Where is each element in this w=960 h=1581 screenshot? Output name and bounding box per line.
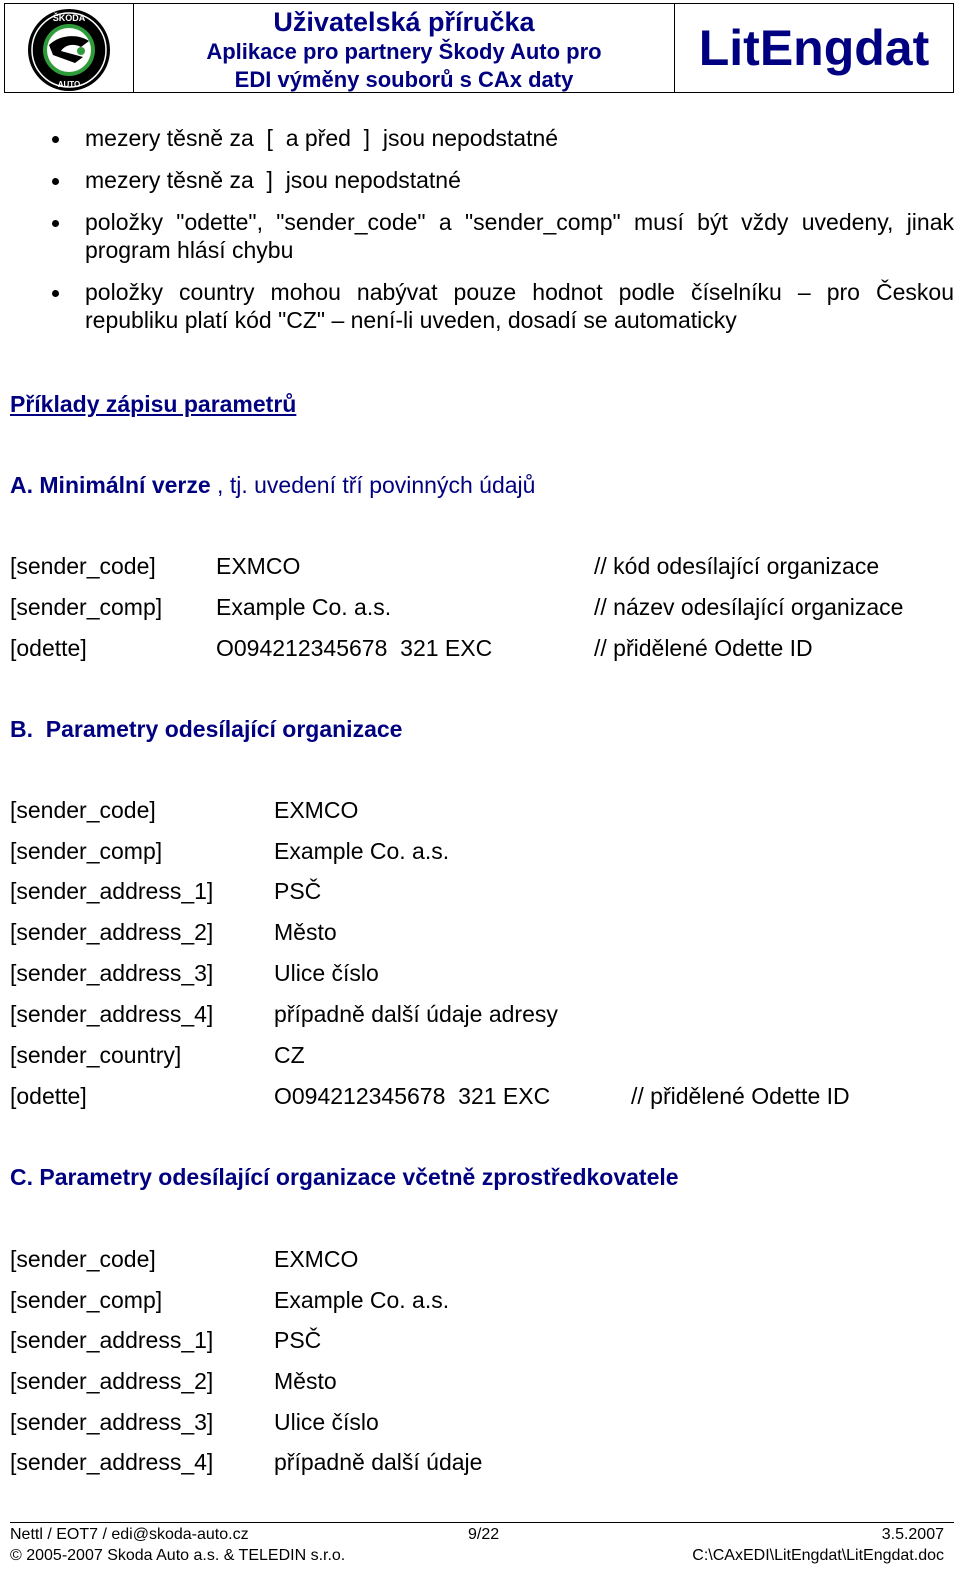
param-key: [sender_address_3] — [10, 960, 214, 986]
param-value: EXMCO — [274, 797, 359, 823]
section-c-heading: C. Parametry odesílající organizace včetně zprostředkovatele — [10, 1164, 679, 1190]
page-footer — [10, 1522, 954, 1565]
param-key: [sender_code] — [10, 1246, 156, 1272]
param-key: [odette] — [10, 1083, 87, 1109]
param-key: [sender_country] — [10, 1042, 182, 1068]
list-item — [10, 278, 954, 334]
param-value: O094212345678 321 EXC — [216, 635, 493, 661]
list-item-text: položky "odette", "sender_code" a "sender_comp" musí být vždy uvedeny, jinak program hlásí chybu — [85, 209, 954, 263]
logo-cell — [5, 4, 134, 92]
param-comment: // název odesílající organizace — [594, 594, 904, 620]
param-value: případně další údaje adresy — [274, 1001, 558, 1027]
footer-copyright: © 2005-2007 Skoda Auto a.s. & TELEDIN s.r.o. — [10, 1547, 346, 1564]
bullet-icon — [52, 178, 59, 185]
section-a-title: A. Minimální verze — [10, 472, 211, 498]
param-value: PSČ — [274, 1327, 322, 1353]
param-value: Město — [274, 1368, 337, 1394]
param-comment: // přidělené Odette ID — [594, 635, 813, 661]
param-key: [sender_comp] — [10, 594, 163, 620]
app-name: LitEngdat — [698, 20, 930, 76]
document-title: Uživatelská příručka — [273, 7, 535, 37]
logo-text-bottom: AUTO — [57, 80, 81, 89]
skoda-logo-icon — [25, 7, 113, 93]
param-key: [sender_comp] — [10, 1287, 163, 1313]
list-item — [10, 124, 954, 152]
param-key: [sender_address_2] — [10, 1368, 214, 1394]
param-value: Město — [274, 919, 337, 945]
footer-row — [10, 1523, 954, 1544]
section-a-heading — [10, 471, 535, 499]
param-key: [sender_address_4] — [10, 1449, 214, 1475]
param-key: [sender_code] — [10, 797, 156, 823]
title-cell — [134, 4, 675, 92]
rules-list — [10, 124, 954, 348]
section-b-heading: B. Parametry odesílající organizace — [10, 716, 403, 742]
list-item-text: mezery těsně za [ a před ] jsou nepodstatné — [85, 125, 559, 151]
param-value: CZ — [274, 1042, 305, 1068]
section-a-note: , tj. uvedení tří povinných údajů — [210, 472, 536, 498]
examples-heading: Příklady zápisu parametrů — [10, 391, 297, 417]
param-key: [sender_address_1] — [10, 1327, 214, 1353]
list-item — [10, 208, 954, 264]
page-header — [4, 3, 954, 93]
bullet-icon — [52, 290, 59, 297]
param-key: [sender_code] — [10, 553, 156, 579]
param-value: Example Co. a.s. — [216, 594, 392, 620]
param-comment: // přidělené Odette ID — [631, 1083, 850, 1109]
param-key: [sender_address_3] — [10, 1409, 214, 1435]
param-comment: // kód odesílající organizace — [594, 553, 880, 579]
param-value: EXMCO — [274, 1246, 359, 1272]
document-subtitle-line2: EDI výměny souborů s CAx daty — [234, 67, 574, 92]
param-key: [sender_address_4] — [10, 1001, 214, 1027]
footer-row — [10, 1544, 954, 1565]
param-value: případně další údaje — [274, 1449, 483, 1475]
param-value: Ulice číslo — [274, 1409, 379, 1435]
param-value: EXMCO — [216, 553, 301, 579]
list-item-text: položky country mohou nabývat pouze hodnot podle číselníku – pro Českou republiku platí kód "CZ" – není-li uveden, dosadí se automaticky — [85, 279, 954, 333]
param-value: O094212345678 321 EXC — [274, 1083, 551, 1109]
param-key: [sender_comp] — [10, 838, 163, 864]
bullet-icon — [52, 220, 59, 227]
document-subtitle-line1: Aplikace pro partnery Škody Auto pro — [206, 39, 602, 64]
footer-file-path: C:\CAxEDI\LitEngdat\LitEngdat.doc — [692, 1547, 944, 1564]
footer-author: Nettl / EOT7 / edi@skoda-auto.cz — [10, 1526, 249, 1543]
param-value: Example Co. a.s. — [274, 838, 450, 864]
list-item-text: mezery těsně za ] jsou nepodstatné — [85, 167, 461, 193]
param-value: Ulice číslo — [274, 960, 379, 986]
param-value: PSČ — [274, 878, 322, 904]
footer-date: 3.5.2007 — [881, 1526, 944, 1543]
param-value: Example Co. a.s. — [274, 1287, 450, 1313]
param-key: [sender_address_2] — [10, 919, 214, 945]
list-item — [10, 166, 954, 194]
param-key: [sender_address_1] — [10, 878, 214, 904]
param-key: [odette] — [10, 635, 87, 661]
logo-text-top: ŠKODA — [52, 13, 86, 23]
page-number: 9/22 — [468, 1526, 500, 1543]
bullet-icon — [52, 136, 59, 143]
